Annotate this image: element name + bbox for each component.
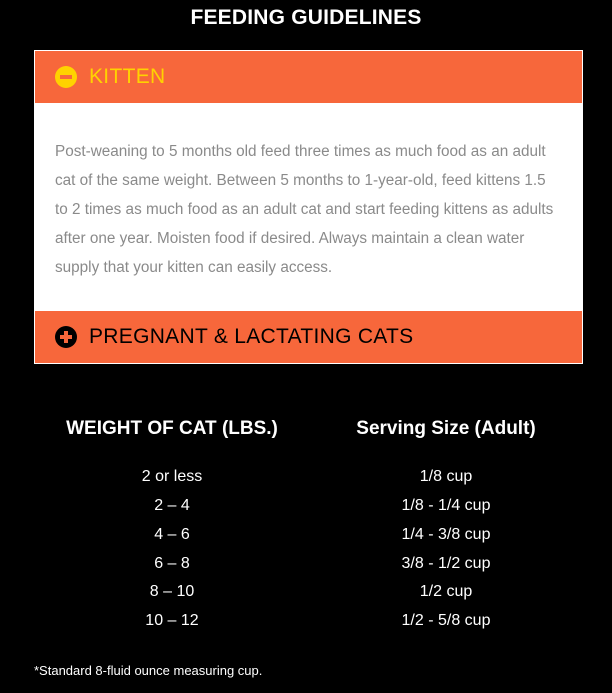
table-header-weight: WEIGHT OF CAT (LBS.) xyxy=(66,418,278,439)
table-cell-weight: 2 or less xyxy=(141,468,203,485)
table-cell-serving: 1/2 cup xyxy=(419,583,473,600)
footnote: *Standard 8-fluid ounce measuring cup. xyxy=(34,663,263,678)
table-cell-weight: 8 – 10 xyxy=(149,583,195,600)
table-cell-serving: 1/8 - 1/4 cup xyxy=(401,497,491,514)
table-cell-weight: 4 – 6 xyxy=(154,526,190,543)
table-cell-serving: 1/2 - 5/8 cup xyxy=(401,612,491,629)
accordion-title: KITTEN xyxy=(89,65,166,88)
table-cell-serving: 1/8 cup xyxy=(419,468,473,485)
table-cell-serving: 1/4 - 3/8 cup xyxy=(401,526,491,543)
accordion-header-pregnant-lactating[interactable] xyxy=(35,311,582,363)
page-title: FEEDING GUIDELINES xyxy=(190,6,422,29)
table-cell-weight: 10 – 12 xyxy=(145,612,199,629)
accordion-body-kitten: Post-weaning to 5 months old feed three times as much food as an adult cat of the same weight. Between 5 months to 1-year-old, feed kittens 1.5 to 2 times as much food as an adult cat and start feeding kittens as adults after one year. Moisten food if desired. Always maintain a clean water supply that your kitten can easily access. xyxy=(35,103,582,311)
table-cell-weight: 2 – 4 xyxy=(154,497,190,514)
accordion-header-kitten[interactable] xyxy=(35,51,582,103)
table-cell-weight: 6 – 8 xyxy=(154,555,190,572)
table-cell-serving: 3/8 - 1/2 cup xyxy=(401,555,491,572)
accordion-title: PREGNANT & LACTATING CATS xyxy=(89,325,414,348)
feeding-accordion xyxy=(34,50,583,364)
minus-circle-icon xyxy=(55,66,77,88)
plus-circle-icon xyxy=(55,326,77,348)
table-header-serving: Serving Size (Adult) xyxy=(356,418,536,439)
